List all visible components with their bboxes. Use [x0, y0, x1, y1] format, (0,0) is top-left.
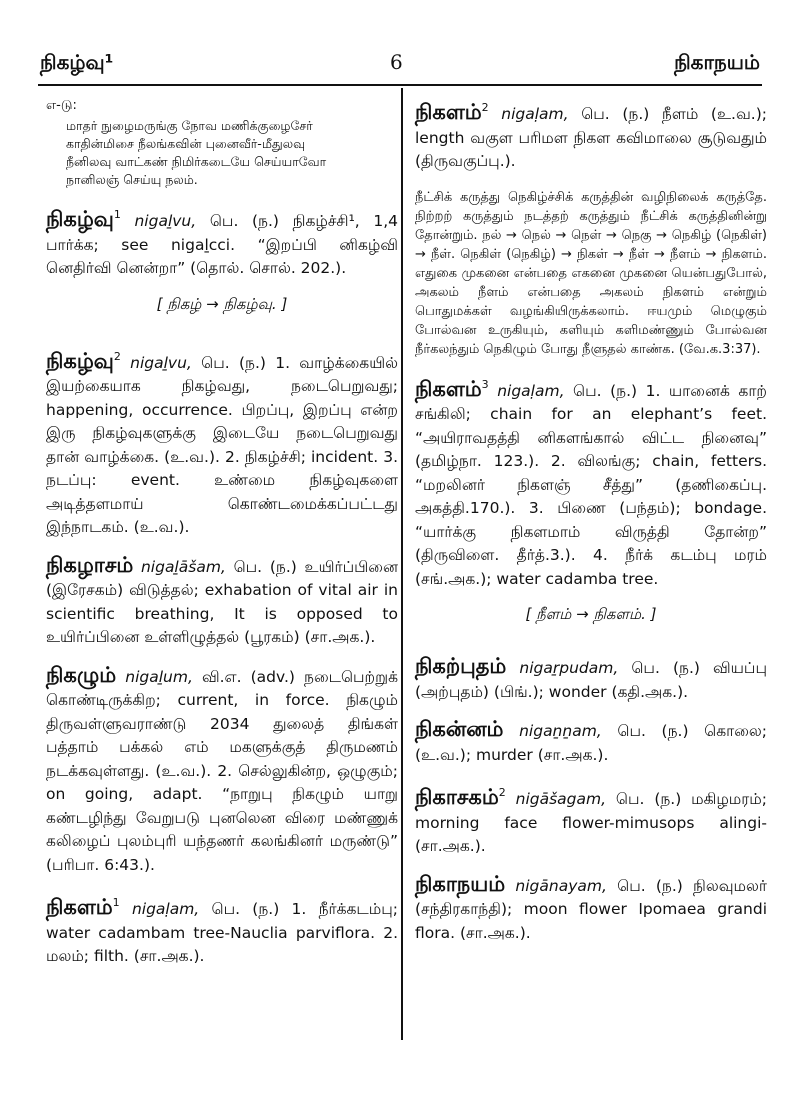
transliteration: nigaṉṉam, [519, 722, 602, 740]
poem-line: நானிலஞ் செய்யு நலம். [66, 172, 198, 187]
definition: பெ. (ந.) கொலை; (உ.வ.); murder (சா.அக.). [415, 722, 767, 764]
headword: நிகளம்$^3$ [415, 376, 489, 401]
example-poem [46, 117, 398, 189]
transliteration: nigaḻum, [125, 667, 193, 686]
dictionary-entry [415, 655, 767, 704]
headword: நிகாசகம்$^2$ [415, 785, 506, 809]
transliteration: nigaḻvu, [130, 353, 192, 372]
transliteration: nigaḻvu, [134, 212, 197, 230]
transliteration: nigānayam, [515, 876, 607, 895]
transliteration: nigaḷam, [131, 900, 200, 918]
transliteration: nigāšagam, [515, 790, 607, 808]
headword: நிகழும் [46, 662, 117, 687]
transliteration: nigaḷam, [501, 105, 569, 123]
headword: நிகளம்$^1$ [46, 895, 120, 919]
dictionary-entry [46, 345, 398, 540]
poem-line: காதின்மிசை நீலங்கவின் புனைவீர்-மீதுலவு [66, 136, 306, 151]
definition: வி.எ. (adv.) நடைபெற்றுக் கொண்டிருக்கிற; current, in force. நிகழும் திருவள்ளுவராண்டு 2034 துலைத் திங்கள் பத்தாம் பக்கல் எம் மகளுக்குத் திருமணம் நடக்கவுள்ளது. (உ.வ.). 2. செல்லுகின்ற, ஒழுகும்; on going, adapt. “நாறுபு நிகழும் யாறு கண்டழிந்து வேறுபடு புனலென விரை மண்ணுக் கலிழைப் புலம்புரி யந்தணர் கலங்கினர் மருண்டு” (பரிபா. 6:43.). [46, 667, 398, 874]
dictionary-entry [415, 873, 767, 946]
right-column [415, 96, 767, 959]
running-head-right: நிகாநயம் [674, 50, 760, 74]
header-rule [38, 84, 762, 86]
headword: நிகழ்வு$^1$ [46, 207, 121, 231]
column-divider [401, 88, 403, 1040]
dictionary-entry [415, 373, 767, 592]
headword: நிகாநயம் [415, 871, 506, 896]
example-label: எ-டு: [46, 98, 77, 113]
definition: பெ. (ந.) நிகழ்ச்சி¹, 1,4 பார்க்க; see nigaḻcci. “இறப்பி னிகழ்வி னெதிர்வி னென்றா” (தொல். சொல். 202.). [46, 212, 398, 277]
dictionary-entry [46, 203, 398, 281]
definition: பெ. (ந.) 1. யானைக் காற் சங்கிலி; chain for an elephant’s feet. “அயிராவதத்தி னிகளங்கால் விட்ட நினைவு” (தமிழ்நா. 123.). 2. விலங்கு; chain, fetters. “மறலினர் நிகளஞ் சீத்து” (தணிகைப்பு. அகத்தி.170.). 3. பிணை (பந்தம்); bondage. “யார்க்கு நிகளமாம் விருத்தி தோன்ற” (திருவிளை. தீர்த்.3.). 4. நீர்க் கடம்பு மரம் (சங்.அக.); water cadamba tree. [415, 381, 767, 588]
definition: பெ. (ந.) நீளம் (உ.வ.); length வகுள பரிமள நிகள கவிமாலை சூடுவதும் (திருவகுப்பு.). [415, 105, 767, 170]
dictionary-entry [46, 891, 398, 969]
headword: நிகன்னம் [415, 717, 504, 741]
running-head-left: நிகழ்வு¹ [40, 50, 114, 74]
example-block [46, 96, 398, 189]
etymology-note: நீட்சிக் கருத்து நெகிழ்ச்சிக் கருத்தின் வழிநிலைக் கருத்தே. நிற்றற் கருத்தும் நடத்தற் கருத்தும் நீட்சிக் கருத்தினின்று தோன்றும். நல் → நெல் → நெள் → நெகு → நெகிழ் (நெகிள்) → நீள். நெகிள் (நெகிழ்) → நிகள் → நீள் → நீளம் → நிகளம். எதுகை முகனை என்பதை எகனை முகனை யென்பதுபோல், அகலம் நீளம் என்பதை அகலம் நிகளம் என்றும் பொதுமக்கள் வழங்கியிருக்கலாம். ஈயமும் மெழுகும் போல்வன உருகியும், களியும் களிமண்ணும் போல்வன நீர்கலந்தும் நெகிழும் போது நீளுதல் காண்க. (வே.க.3:37). [415, 189, 767, 357]
etymology-reference: [ நீளம் → நிகளம். ] [525, 605, 657, 623]
headword: நிகற்புதம் [415, 654, 507, 678]
headword: நிகழாசம் [46, 552, 134, 577]
poem-line: நீனிலவு வாட்கண் நிமிர்கடையே செய்யாவோ [66, 154, 327, 169]
dictionary-entry [415, 96, 767, 174]
dictionary-entry [415, 781, 767, 859]
etymology-reference: [ நிகழ் → நிகழ்வு. ] [156, 294, 288, 313]
headword: நிகழ்வு$^2$ [46, 348, 121, 373]
definition: பெ. (ந.) 1. நீர்க்கடம்பு; water cadambam tree-Nauclia parviflora. 2. மலம்; filth. (சா.அக.). [46, 900, 398, 965]
definition: பெ. (ந.) உயிர்ப்பினை (இரேசகம்) விடுத்தல்; exhabation of vital air in scientific breathing, It is opposed to உயிர்ப்பினை உள்ளிழுத்தல் (பூரகம்) (சா.அக.). [46, 557, 398, 646]
definition: பெ. (ந.) வியப்பு (அற்புதம்) (பிங்.); wonder (கதி.அக.). [415, 659, 767, 701]
definition: பெ. (ந.) 1. வாழ்க்கையில் இயற்கையாக நிகழ்வது, நடைபெறுவது; happening, occurrence. பிறப்பு, இறப்பு என்ற இரு நிகழ்வுகளுக்கு இடையே நடைபெறுவது தான் வாழ்க்கை. (உ.வ.). 2. நிகழ்ச்சி; incident. 3. நடப்பு: event. உண்மை நிகழ்வுகளை அடித்தளமாய் கொண்டமைக்கப்பட்டது இந்நாடகம். (உ.வ.). [46, 353, 398, 536]
dictionary-entry [46, 664, 398, 878]
definition: பெ. (ந.) நிலவுமலர் (சந்திரகாந்தி); moon flower Ipomaea grandi flora. (சா.அக.). [415, 876, 767, 942]
page-number: 6 [390, 50, 403, 74]
left-column [46, 96, 398, 983]
dictionary-entry [46, 554, 398, 650]
poem-line: மாதர் நுழைமருங்கு நோவ மணிக்குழைசேர் [66, 118, 313, 133]
definition: பெ. (ந.) மகிழமரம்; morning face flower-mimusops alingi- (சா.அக.). [415, 790, 767, 855]
headword: நிகளம்$^2$ [415, 100, 489, 124]
transliteration: nigaṟpudam, [519, 659, 619, 677]
transliteration: nigaḷam, [497, 381, 565, 400]
dictionary-entry [415, 718, 767, 767]
transliteration: nigaḻāšam, [140, 557, 226, 576]
